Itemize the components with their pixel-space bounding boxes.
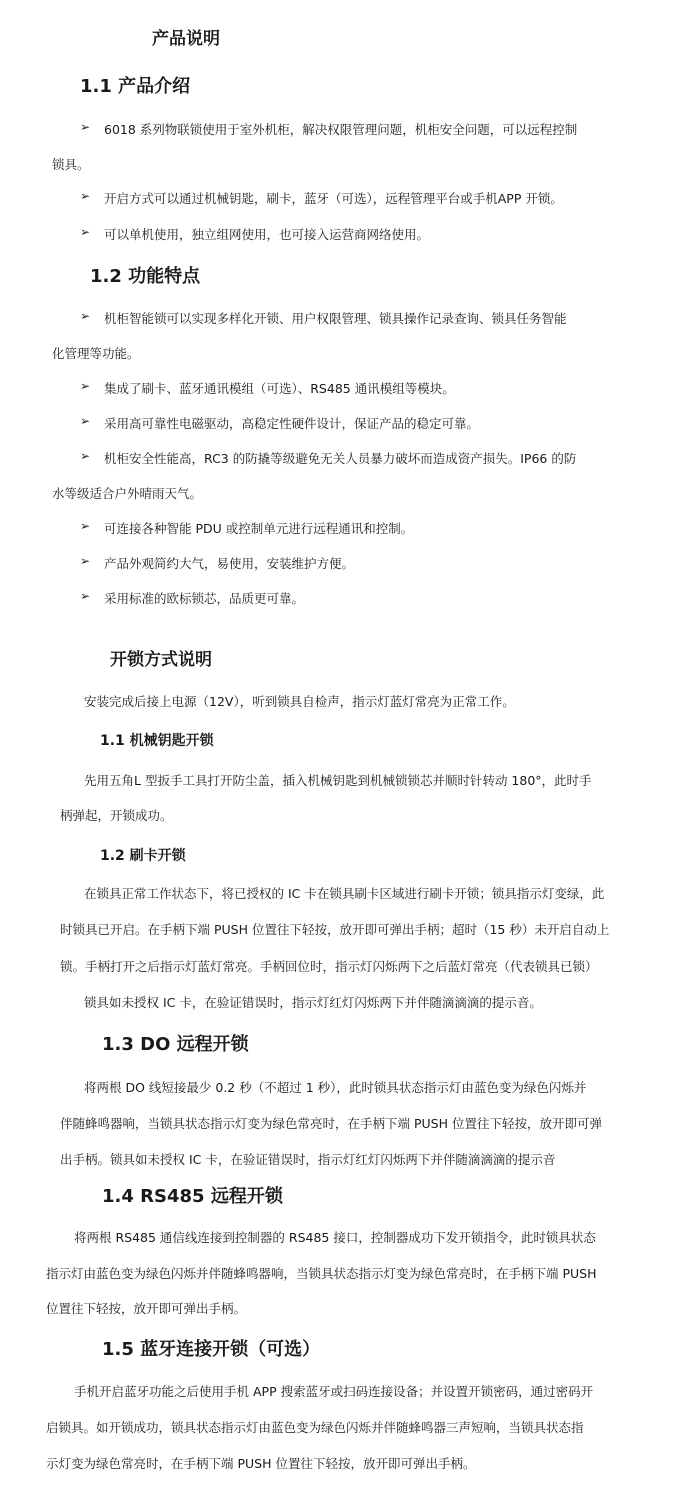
card-line-3: 锁。手柄打开之后指示灯蓝灯常亮。手柄回位时，指示灯闪烁两下之后蓝灯常亮（代表锁具已锁） (60, 959, 598, 974)
rs485-remote-line-1: 将两根 RS485 通信线连接到控制器的 RS485 接口，控制器成功下发开锁指令，此时锁具状态 (74, 1230, 596, 1245)
feature-item-3: 采用高可靠性电磁驱动，高稳定性硬件设计，保证产品的稳定可靠。 (104, 416, 480, 431)
mechanical-line-1: 先用五角L 型扳手工具打开防尘盖，插入机械钥匙到机械锁锁芯并顺时针转动 180°，此时手 (84, 773, 592, 788)
feature-item-4-line2: 水等级适合户外晴雨天气。 (52, 486, 203, 501)
do-remote-line-3: 出手柄。锁具如未授权 IC 卡，在验证错误时，指示灯红灯闪烁两下并伴随滴滴滴的提示音 (60, 1152, 556, 1167)
bullet-arrow-icon: ➢ (80, 189, 91, 203)
unlock-section-title: 开锁方式说明 (110, 650, 212, 670)
bullet-arrow-icon: ➢ (80, 449, 91, 463)
bullet-arrow-icon: ➢ (80, 519, 91, 533)
bullet-arrow-icon: ➢ (80, 120, 91, 134)
rs485-remote-heading: 1.4 RS485 远程开锁 (102, 1186, 283, 1207)
bullet-arrow-icon: ➢ (80, 589, 91, 603)
feature-item-6: 产品外观简约大气，易使用，安装维护方便。 (104, 556, 355, 571)
card-line-4: 锁具如未授权 IC 卡，在验证错误时，指示灯红灯闪烁两下并伴随滴滴滴的提示音。 (84, 995, 542, 1010)
do-remote-line-1: 将两根 DO 线短接最少 0.2 秒（不超过 1 秒），此时锁具状态指示灯由蓝色变为绿色闪烁并 (84, 1080, 587, 1095)
bluetooth-line-2: 启锁具。如开锁成功，锁具状态指示灯由蓝色变为绿色闪烁并伴随蜂鸣器三声短响，当锁具状态指 (46, 1420, 584, 1435)
intro-heading: 1.1 产品介绍 (80, 76, 191, 97)
feature-item-5: 可连接各种智能 PDU 或控制单元进行远程通讯和控制。 (104, 521, 414, 536)
card-line-2: 时锁具已开启。在手柄下端 PUSH 位置往下轻按，放开即可弹出手柄；超时（15 秒）未开启自动上 (60, 922, 610, 937)
bullet-arrow-icon: ➢ (80, 225, 91, 239)
mechanical-line-2: 柄弹起，开锁成功。 (60, 808, 173, 823)
bullet-arrow-icon: ➢ (80, 309, 91, 323)
rs485-remote-line-3: 位置往下轻按，放开即可弹出手柄。 (46, 1301, 247, 1316)
do-remote-heading: 1.3 DO 远程开锁 (102, 1034, 249, 1055)
feature-item-2: 集成了刷卡、蓝牙通讯模组（可选）、RS485 通讯模组等模块。 (104, 381, 455, 396)
card-heading: 1.2 刷卡开锁 (100, 848, 186, 864)
bullet-arrow-icon: ➢ (80, 554, 91, 568)
unlock-intro: 安装完成后接上电源（12V），听到锁具自检声，指示灯蓝灯常亮为正常工作。 (84, 694, 515, 709)
feature-item-7: 采用标准的欧标锁芯，品质更可靠。 (104, 591, 305, 606)
bullet-arrow-icon: ➢ (80, 379, 91, 393)
bullet-arrow-icon: ➢ (80, 414, 91, 428)
bluetooth-heading: 1.5 蓝牙连接开锁（可选） (102, 1339, 321, 1360)
feature-item-4-line1: 机柜安全性能高，RC3 的防撬等级避免无关人员暴力破坏而造成资产损失。IP66 的防 (104, 451, 577, 466)
mechanical-heading: 1.1 机械钥匙开锁 (100, 733, 214, 749)
feature-item-1-line1: 机柜智能锁可以实现多样化开锁、用户权限管理、锁具操作记录查询、锁具任务智能 (104, 311, 567, 326)
bluetooth-line-3: 示灯变为绿色常亮时，在手柄下端 PUSH 位置往下轻按，放开即可弹出手柄。 (46, 1456, 476, 1471)
intro-item-2: 开启方式可以通过机械钥匙，刷卡，蓝牙（可选），远程管理平台或手机APP 开锁。 (104, 191, 563, 206)
intro-item-1-line2: 锁具。 (52, 157, 90, 172)
rs485-remote-line-2: 指示灯由蓝色变为绿色闪烁并伴随蜂鸣器响，当锁具状态指示灯变为绿色常亮时，在手柄下端 PUSH (46, 1266, 597, 1281)
features-heading: 1.2 功能特点 (90, 266, 201, 287)
product-section-title: 产品说明 (152, 29, 220, 49)
feature-item-1-line2: 化管理等功能。 (52, 346, 140, 361)
bluetooth-line-1: 手机开启蓝牙功能之后使用手机 APP 搜索蓝牙或扫码连接设备；并设置开锁密码，通过密码开 (74, 1384, 594, 1399)
card-line-1: 在锁具正常工作状态下，将已授权的 IC 卡在锁具刷卡区域进行刷卡开锁；锁具指示灯变绿，此 (84, 886, 605, 901)
intro-item-3: 可以单机使用，独立组网使用，也可接入运营商网络使用。 (104, 227, 430, 242)
intro-item-1-line1: 6018 系列物联锁使用于室外机柜，解决权限管理问题，机柜安全问题，可以远程控制 (104, 122, 578, 137)
do-remote-line-2: 伴随蜂鸣器响，当锁具状态指示灯变为绿色常亮时，在手柄下端 PUSH 位置往下轻按，放开即可弹 (60, 1116, 602, 1131)
